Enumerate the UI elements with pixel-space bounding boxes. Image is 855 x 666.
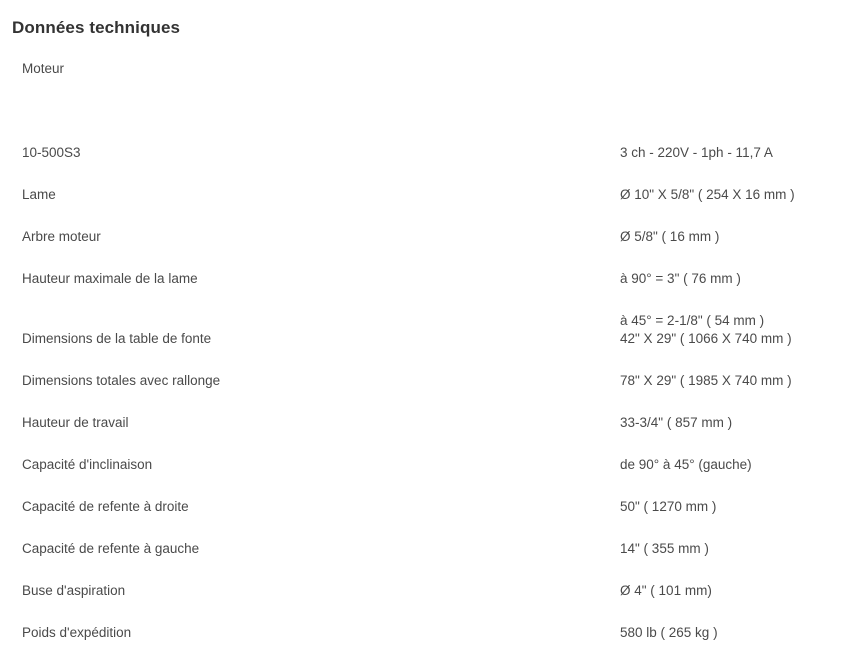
specifications-table-body [0, 60, 855, 666]
spec-value-line: 50" ( 1270 mm ) [620, 499, 717, 514]
spec-value-line: 78" X 29" ( 1985 X 740 mm ) [620, 373, 792, 388]
table-row [0, 498, 855, 540]
table-row [0, 414, 855, 456]
spec-label: Dimensions totales avec rallonge [22, 373, 221, 388]
spec-value-line: 33-3/4" ( 857 mm ) [620, 415, 733, 430]
section-value [620, 60, 855, 102]
specifications-table [0, 60, 855, 666]
spec-value [620, 186, 855, 228]
table-row [0, 330, 855, 372]
spec-value [620, 372, 855, 414]
table-row [0, 372, 855, 414]
table-spacer-cell-right [620, 102, 855, 144]
spec-label: Hauteur de travail [22, 415, 129, 430]
spec-value [620, 582, 855, 624]
spec-value [620, 270, 855, 330]
spec-value [620, 456, 855, 498]
spec-label: 10-500S3 [22, 145, 81, 160]
spec-label: Capacité de refente à gauche [22, 541, 200, 556]
spec-label: Lame [22, 187, 56, 202]
spec-value [620, 498, 855, 540]
table-row [0, 60, 855, 102]
spec-value-line: 14" ( 355 mm ) [620, 541, 709, 556]
spec-value [620, 228, 855, 270]
spec-value-line: de 90° à 45° (gauche) [620, 457, 752, 472]
spec-value [620, 414, 855, 456]
spec-value [620, 144, 855, 186]
spec-label: Capacité de refente à droite [22, 499, 189, 514]
spec-label: Buse d'aspiration [22, 583, 126, 598]
spec-label: Capacité d'inclinaison [22, 457, 153, 472]
table-row [0, 270, 855, 330]
spec-label: Poids d'expédition [22, 625, 132, 640]
spec-value [620, 540, 855, 582]
spec-value-line: Ø 10" X 5/8" ( 254 X 16 mm ) [620, 187, 795, 202]
table-row [0, 456, 855, 498]
table-row [0, 186, 855, 228]
spec-value [620, 330, 855, 372]
table-spacer-row [0, 102, 855, 144]
spec-value-line: à 45° = 2-1/8" ( 54 mm ) [620, 313, 765, 328]
section-label: Moteur [22, 61, 65, 76]
spec-label: Arbre moteur [22, 229, 101, 244]
spec-value-line: Ø 4" ( 101 mm) [620, 583, 712, 598]
table-spacer-cell-left [0, 102, 620, 144]
spec-value-line: à 90° = 3" ( 76 mm ) [620, 271, 741, 286]
spec-value-line: 3 ch - 220V - 1ph - 11,7 A [620, 145, 773, 160]
spec-value-line: 42" X 29" ( 1066 X 740 mm ) [620, 331, 792, 346]
spec-value-line: 580 lb ( 265 kg ) [620, 625, 718, 640]
table-row [0, 228, 855, 270]
spec-label: Hauteur maximale de la lame [22, 271, 198, 286]
table-row [0, 582, 855, 624]
table-row [0, 624, 855, 666]
page-title: Données techniques [12, 18, 181, 37]
table-row [0, 540, 855, 582]
spec-label: Dimensions de la table de fonte [22, 331, 212, 346]
spec-value-line: Ø 5/8" ( 16 mm ) [620, 229, 720, 244]
spec-value [620, 624, 855, 666]
table-row [0, 144, 855, 186]
